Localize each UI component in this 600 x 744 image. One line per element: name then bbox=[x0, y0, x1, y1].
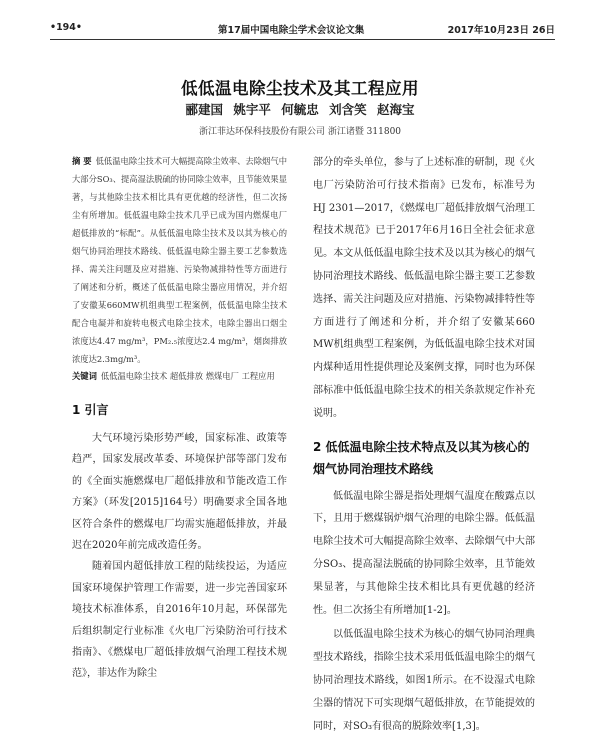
right-column bbox=[313, 152, 535, 738]
keywords-label: 关键词 bbox=[72, 371, 97, 381]
keywords bbox=[72, 368, 287, 385]
intro-continuation: 部分的牵头单位，参与了上述标准的研制，现《火电厂污染防治可行技术指南》已发布，标准号为HJ 2301—2017，《燃煤电厂超低排放烟气治理工程技术规范》已于2017年6月16日全社会征求意见。本文从低低温电除尘技术及以其为核心的烟气协同治理技术路线、低低温电除尘器主要工艺参数选择、需关注问题及应对措施、污染物减排特性等方面进行了阐述和分析，并介绍了安徽某660 MW机组典型工程案例，为低低温电除尘技术对国内煤种适用性提供理论及案例支撑，同时也为环保部标准中低低温电除尘技术的相关条款规定作补充说明。 bbox=[313, 157, 535, 419]
section-1-heading: 1 引言 bbox=[72, 403, 109, 417]
keywords-text: 低低温电除尘技术 超低排放 燃煤电厂 工程应用 bbox=[100, 371, 275, 381]
header-rule bbox=[50, 39, 555, 40]
section-2-heading: 2 低低温电除尘技术特点及以其为核心的烟气协同治理技术路线 bbox=[313, 439, 530, 476]
section-2-paragraph: 以低低温电除尘技术为核心的烟气协同治理典型技术路线，指除尘技术采用低低温电除尘的烟气协同治理技术路线，如图1所示。在不设湿式电除尘器的情况下可实现烟气超低排放，在节能提效的同时，对SO₃有很高的脱除效率[1,3]。 bbox=[313, 629, 535, 732]
conference-name: 第17届中国电除尘学术会议论文集 bbox=[218, 25, 365, 36]
running-header bbox=[50, 22, 555, 38]
conference-date: 2017年10月23日 26日 bbox=[447, 25, 555, 36]
abstract-label: 摘 要 bbox=[72, 156, 92, 166]
page-number: •194• bbox=[50, 22, 82, 33]
left-column bbox=[72, 152, 287, 685]
abstract-text: 低低温电除尘技术可大幅提高除尘效率、去除烟气中大部分SO₃、提高湿法脱硫的协同除尘效率，且节能效果显著，与其他除尘技术相比具有更优越的经济性，但二次扬尘有所增加。低低温电除尘技术几乎已成为国内燃煤电厂超低排放的“标配”。从低低温电除尘技术及以其为核心的烟气协同治理技术路线、低低温电除尘器主要工艺参数选择、需关注问题及应对措施、污染物减排特性等方面进行了阐述和分析，概述了低低温电除尘器应用情况，并介绍了安徽某660MW机组典型工程案例，低低温电除尘技术配合电凝并和旋转电极式电除尘技术，电除尘器出口烟尘浓度达4.47 mg/m³，PM₂.₅浓度达2.4 mg/m³，烟囱排放浓度达2.3mg/m³。 bbox=[72, 156, 287, 364]
section-1-paragraph: 随着国内超低排放工程的陆续投运，为适应国家环境保护管理工作需要，进一步完善国家环境技术标准体系，自2016年10月起，环保部先后组织制定行业标准《火电厂污染防治可行技术指南》、《燃煤电厂超低排放烟气治理工程技术规范》，菲达作为除尘 bbox=[72, 561, 287, 680]
paper-title: 低低温电除尘技术及其工程应用 bbox=[181, 79, 419, 98]
paper-affiliation: 浙江菲达环保科技股份有限公司 浙江诸暨 311800 bbox=[198, 127, 402, 137]
section-2-paragraph: 低低温电除尘器是指处理烟气温度在酸露点以下，且用于燃煤锅炉烟气治理的电除尘器。低低温电除尘技术可大幅提高除尘效率、去除烟气中大部分SO₃、提高湿法脱硫的协同除尘效率，且节能效果显著，与其他除尘技术相比具有更优越的经济性。但二次扬尘有所增加[1-2]。 bbox=[313, 490, 535, 616]
abstract bbox=[72, 152, 287, 368]
section-1-paragraph: 大气环境污染形势严峻，国家标准、政策等趋严，国家发展改革委、环境保护部等部门发布的《全面实施燃煤电厂超低排放和节能改造工作方案》（环发[2015]164号）明确要求全国各地区符合条件的燃煤电厂均需实施超低排放，并最迟在2020年前完成改造任务。 bbox=[72, 433, 287, 552]
paper-authors: 郦建国 姚宇平 何毓忠 刘含笑 赵海宝 bbox=[185, 102, 415, 117]
